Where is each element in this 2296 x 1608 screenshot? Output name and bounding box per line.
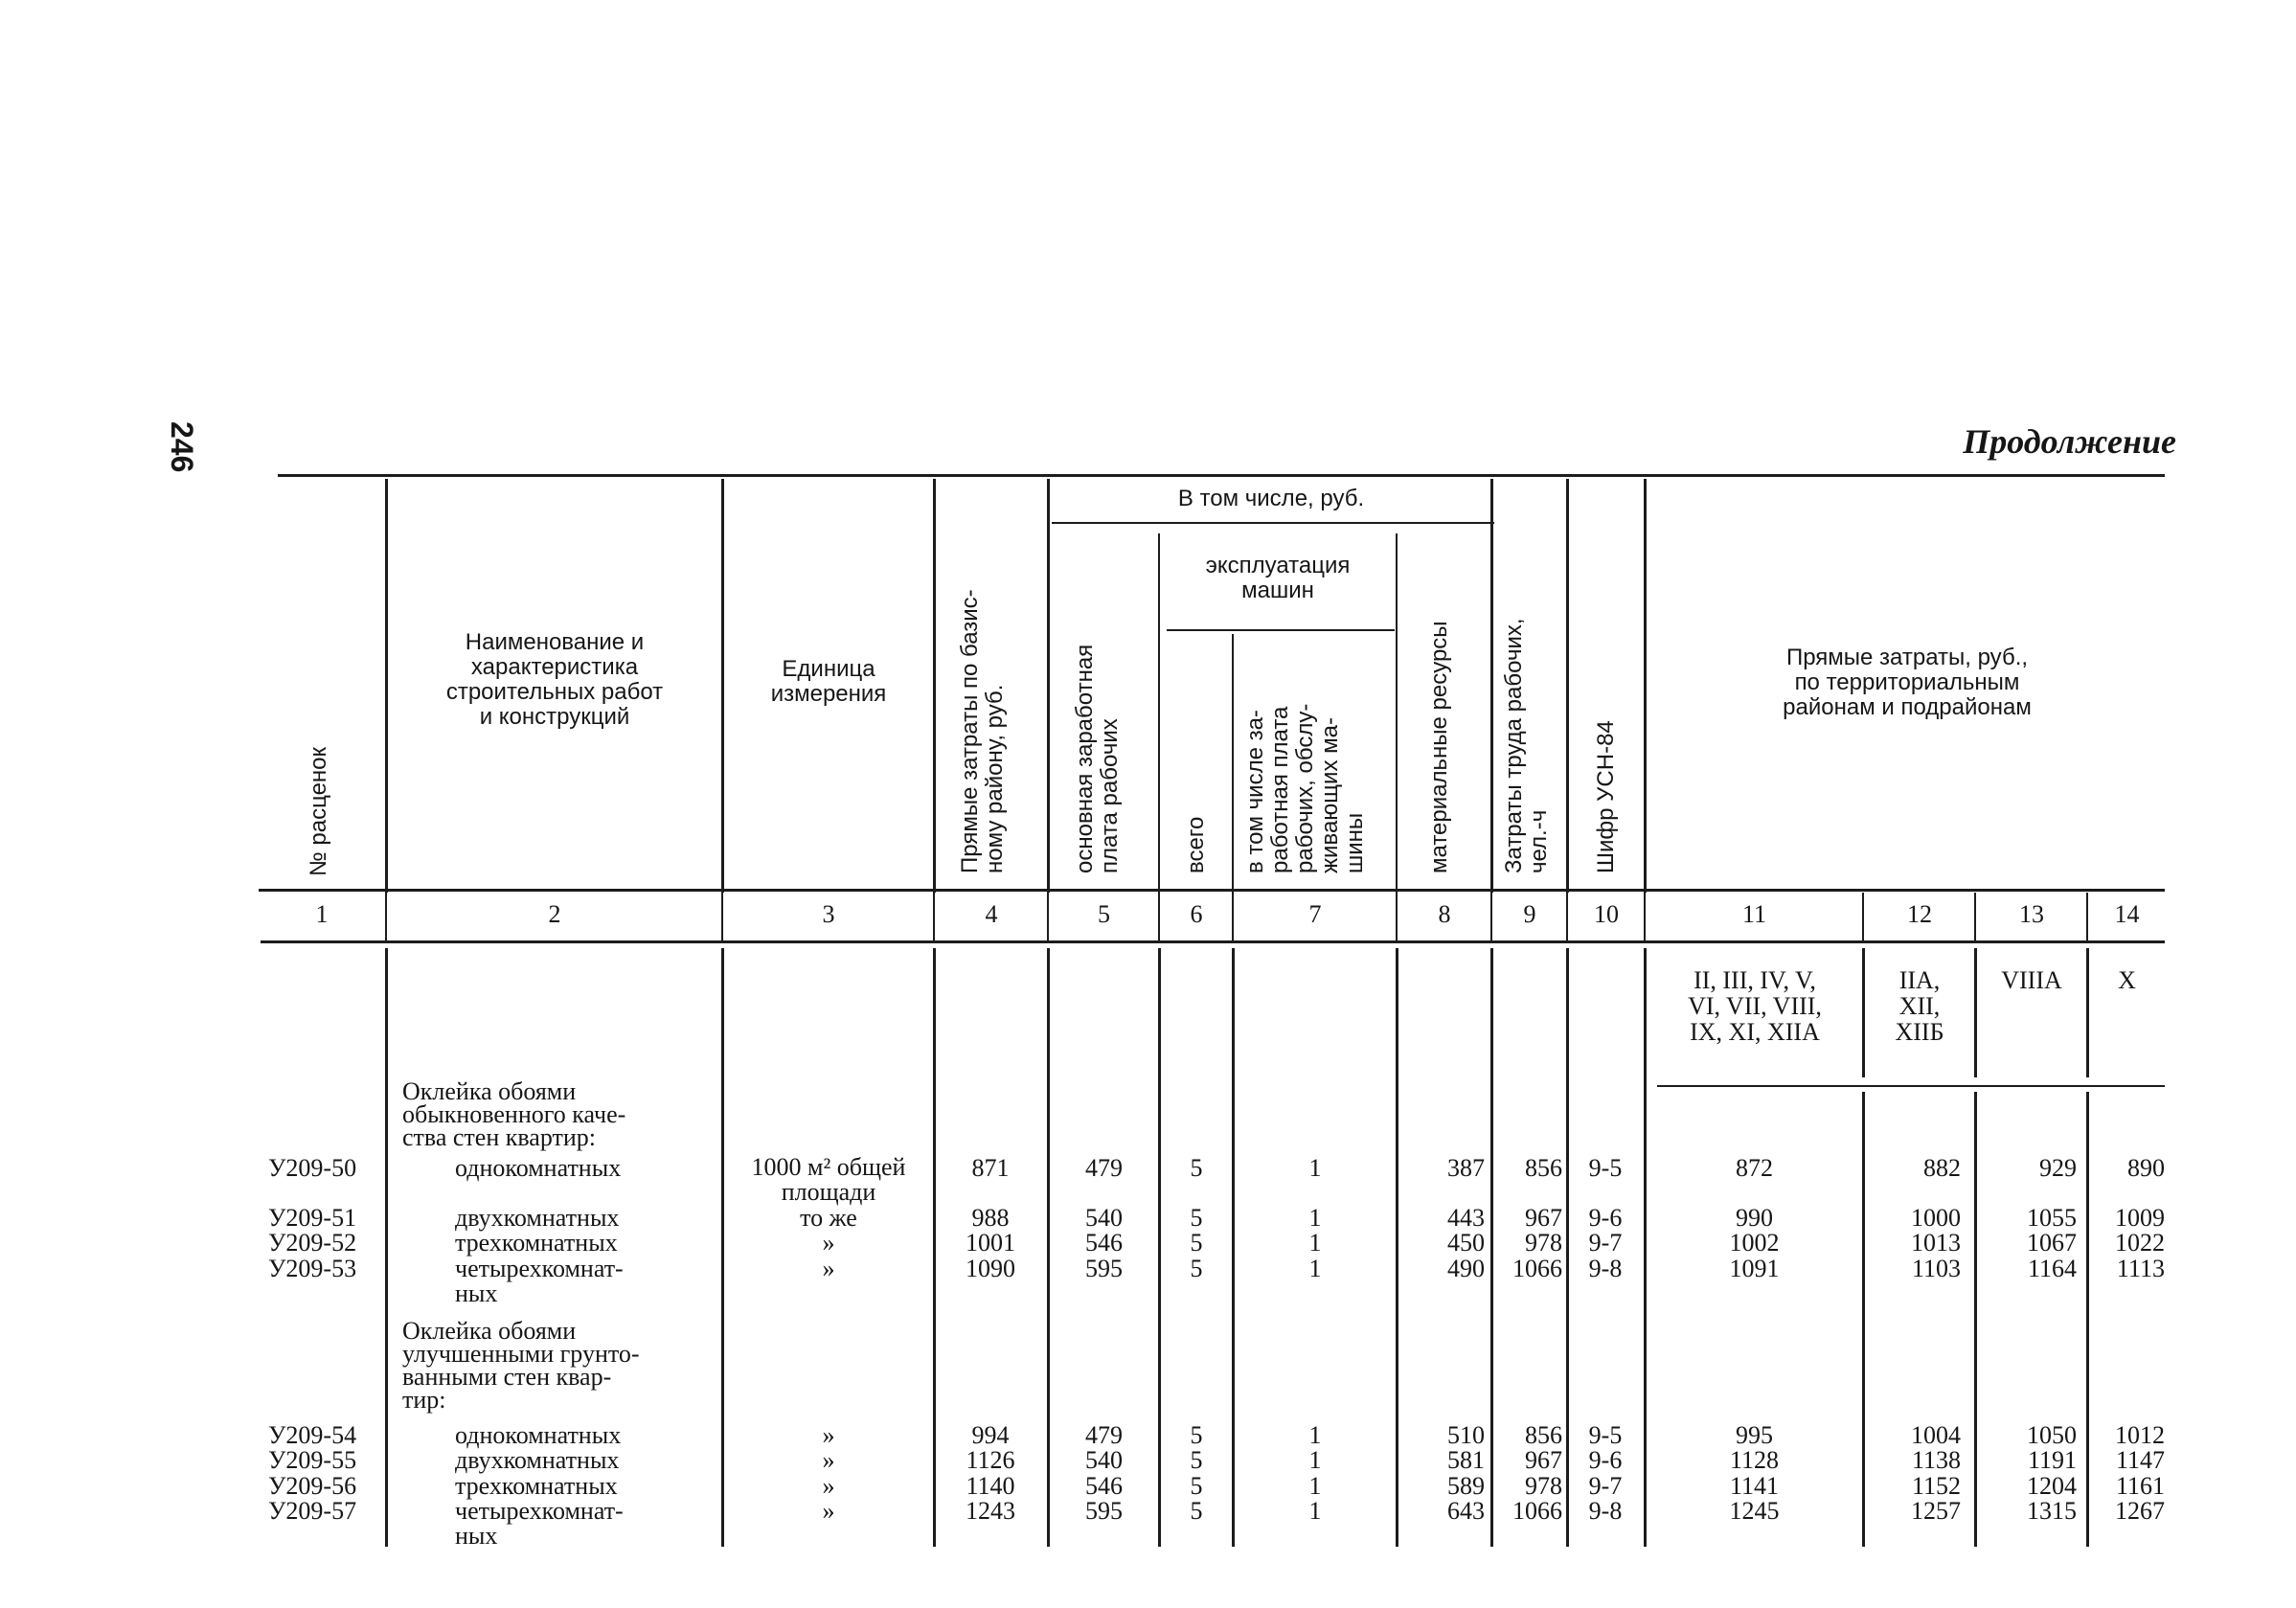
- vline-num-8: [1490, 893, 1492, 940]
- row-name: двухкомнатных: [455, 1204, 620, 1232]
- vline-4-5: [1047, 479, 1050, 893]
- row-code: У209-52: [268, 1229, 357, 1257]
- row-value-c4: 994: [971, 1421, 1010, 1449]
- vline-num-4: [1047, 893, 1049, 940]
- region-header-13: VIIIA: [2001, 966, 2062, 994]
- unit-first-row: 1000 м² общей площади: [751, 1153, 906, 1206]
- row-value-c8: 443: [1447, 1204, 1485, 1232]
- row-value-c7: 1: [1308, 1497, 1322, 1525]
- colnum-11: 11: [1741, 900, 1767, 928]
- row-value-c14: 1113: [2116, 1255, 2165, 1282]
- row-value-c14: 890: [2127, 1154, 2165, 1182]
- vline-num-13: [2086, 893, 2088, 940]
- row-value-c11: 872: [1736, 1154, 1773, 1182]
- header-col3: Единица измерения: [770, 656, 887, 707]
- vline-num-2: [721, 893, 723, 940]
- row-unit: »: [822, 1446, 835, 1474]
- row-value-c8: 510: [1447, 1421, 1485, 1449]
- row-value-c4: 1243: [966, 1497, 1015, 1525]
- colnum-8: 8: [1438, 900, 1451, 928]
- vline-num-9: [1566, 893, 1568, 940]
- row-value-c13: 1050: [2027, 1421, 2077, 1449]
- row-value-c4: 871: [971, 1154, 1010, 1182]
- colnum-4: 4: [985, 900, 998, 928]
- row-value-c13: 1067: [2027, 1229, 2077, 1257]
- row-value-c12: 1257: [1911, 1497, 1961, 1525]
- row-value-c9: 856: [1525, 1154, 1562, 1182]
- vline-num-5: [1158, 893, 1160, 940]
- vline-9-10: [1566, 479, 1569, 893]
- section-title-improved: Оклейка обоями улучшенными грунто- ванными стен квар- тир:: [402, 1317, 640, 1414]
- row-unit: »: [822, 1229, 835, 1257]
- row-code: У209-54: [268, 1421, 357, 1449]
- row-code: У209-55: [268, 1446, 357, 1474]
- row-value-c4: 1140: [966, 1472, 1015, 1500]
- row-value-c7: 1: [1308, 1446, 1322, 1474]
- vline-num-3: [933, 893, 935, 940]
- row-value-c11: 990: [1736, 1204, 1773, 1232]
- vline-num-10: [1644, 893, 1646, 940]
- row-unit: то же: [800, 1204, 857, 1232]
- row-value-c10: 9-7: [1588, 1472, 1623, 1500]
- row-name: двухкомнатных: [455, 1446, 620, 1474]
- colnum-2: 2: [548, 900, 561, 928]
- row-value-c14: 1161: [2115, 1472, 2165, 1500]
- row-value-c7: 1: [1308, 1229, 1322, 1257]
- row-value-c9: 1066: [1512, 1255, 1562, 1282]
- row-value-c5: 595: [1085, 1497, 1123, 1525]
- continuation-label: Продолжение: [1963, 422, 2176, 461]
- header-col6: всего: [1183, 816, 1209, 873]
- row-name: трехкомнатных: [455, 1472, 618, 1500]
- row-value-c6: 5: [1190, 1421, 1203, 1449]
- header-bottom-rule: [259, 889, 2165, 892]
- header-col10: Шифр УСН-84: [1593, 720, 1619, 873]
- header-col4: Прямые затраты по базис- ному району, руб.: [957, 589, 1008, 873]
- row-value-c12: 1013: [1911, 1229, 1961, 1257]
- row-value-c10: 9-7: [1588, 1229, 1623, 1257]
- row-name: ных: [455, 1522, 498, 1550]
- row-value-c11: 1245: [1729, 1497, 1780, 1525]
- row-value-c11: 1128: [1729, 1446, 1780, 1474]
- row-unit: »: [822, 1472, 835, 1500]
- colnum-12: 12: [1907, 900, 1932, 928]
- vline-6-7: [1232, 634, 1234, 893]
- row-value-c6: 5: [1190, 1204, 1203, 1232]
- row-value-c13: 929: [2039, 1154, 2077, 1182]
- region-header-12: IIA, XII, XIIБ: [1895, 966, 1944, 1046]
- row-value-c5: 479: [1085, 1421, 1123, 1449]
- row-code: У209-56: [268, 1472, 357, 1500]
- row-value-c7: 1: [1308, 1255, 1322, 1282]
- row-name: однокомнатных: [455, 1154, 622, 1182]
- header-col8: материальные ресурсы: [1426, 621, 1452, 873]
- colnum-13: 13: [2019, 900, 2044, 928]
- row-value-c9: 856: [1525, 1421, 1562, 1449]
- region-subheader-rule: [1657, 1085, 2165, 1087]
- region-header-11: II, III, IV, V, VI, VII, VIII, IX, XI, XIIA: [1688, 966, 1822, 1046]
- row-value-c11: 1091: [1729, 1255, 1780, 1282]
- row-value-c12: 1103: [1911, 1255, 1961, 1282]
- row-value-c12: 882: [1923, 1154, 1961, 1182]
- row-value-c12: 1000: [1911, 1204, 1961, 1232]
- vline-10-11: [1644, 479, 1647, 893]
- header-col5: основная заработная плата рабочих: [1072, 644, 1123, 873]
- row-value-c9: 978: [1525, 1472, 1562, 1500]
- vline-num-6: [1232, 893, 1234, 940]
- row-value-c5: 546: [1085, 1229, 1123, 1257]
- row-value-c6: 5: [1190, 1497, 1203, 1525]
- row-value-c12: 1004: [1911, 1421, 1961, 1449]
- vline-num-1: [385, 893, 387, 940]
- vline-8-9: [1490, 479, 1493, 893]
- row-value-c10: 9-8: [1588, 1255, 1623, 1282]
- row-value-c6: 5: [1190, 1255, 1203, 1282]
- row-value-c13: 1191: [2027, 1446, 2077, 1474]
- row-code: У209-53: [268, 1255, 357, 1282]
- row-value-c12: 1138: [1911, 1446, 1961, 1474]
- row-code: У209-51: [268, 1204, 357, 1232]
- row-name: трехкомнатных: [455, 1229, 618, 1257]
- table-top-rule: [278, 474, 2165, 477]
- row-value-c9: 978: [1525, 1229, 1562, 1257]
- row-value-c14: 1147: [2115, 1446, 2165, 1474]
- colnum-10: 10: [1594, 900, 1619, 928]
- row-value-c6: 5: [1190, 1154, 1203, 1182]
- row-code: У209-50: [268, 1154, 357, 1182]
- row-name: четырехкомнат-: [455, 1255, 624, 1282]
- header-col1: № расценок: [306, 746, 331, 876]
- row-name: однокомнатных: [455, 1421, 622, 1449]
- row-value-c5: 540: [1085, 1446, 1123, 1474]
- machines-group-rule: [1167, 629, 1395, 631]
- row-code: У209-57: [268, 1497, 357, 1525]
- row-value-c11: 995: [1736, 1421, 1773, 1449]
- row-value-c13: 1055: [2027, 1204, 2077, 1232]
- row-value-c6: 5: [1190, 1472, 1203, 1500]
- colnum-bottom-rule: [261, 940, 2165, 943]
- row-value-c11: 1141: [1729, 1472, 1780, 1500]
- header-col2: Наименование и характеристика строительных работ и конструкций: [445, 629, 664, 730]
- row-value-c9: 967: [1525, 1446, 1562, 1474]
- vline-body-1: [385, 948, 388, 1547]
- row-value-c9: 967: [1525, 1204, 1562, 1232]
- row-value-c8: 450: [1447, 1229, 1485, 1257]
- row-value-c14: 1022: [2115, 1229, 2165, 1257]
- row-value-c13: 1315: [2027, 1497, 2077, 1525]
- row-value-c6: 5: [1190, 1229, 1203, 1257]
- row-value-c10: 9-8: [1588, 1497, 1623, 1525]
- row-value-c10: 9-5: [1588, 1154, 1623, 1182]
- header-regions-group: Прямые затраты, руб., по территориальным районам и подрайонам: [1783, 645, 2032, 720]
- region-header-14: X: [2118, 966, 2136, 994]
- header-col7: в том числе за- работная плата рабочих, обслу- живающих ма- шины: [1242, 703, 1368, 873]
- row-value-c6: 5: [1190, 1446, 1203, 1474]
- row-value-c11: 1002: [1729, 1229, 1780, 1257]
- colnum-9: 9: [1523, 900, 1536, 928]
- vline-num-7: [1396, 893, 1398, 940]
- section-title-ordinary: Оклейка обоями обыкновенного каче- ства стен квартир:: [402, 1077, 626, 1151]
- row-value-c8: 490: [1447, 1255, 1485, 1282]
- vline-1-2: [385, 479, 388, 893]
- row-value-c7: 1: [1308, 1472, 1322, 1500]
- row-value-c5: 479: [1085, 1154, 1123, 1182]
- row-value-c4: 1126: [966, 1446, 1015, 1474]
- row-unit: »: [822, 1421, 835, 1449]
- row-value-c4: 988: [971, 1204, 1010, 1232]
- vline-num-11: [1862, 893, 1864, 940]
- row-unit: »: [822, 1255, 835, 1282]
- in-number-group-rule: [1052, 522, 1494, 524]
- vline-num-12: [1974, 893, 1976, 940]
- row-value-c9: 1066: [1512, 1497, 1562, 1525]
- row-value-c5: 546: [1085, 1472, 1123, 1500]
- header-col9: Затраты труда рабочих, чел.-ч: [1501, 618, 1552, 873]
- row-unit: »: [822, 1497, 835, 1525]
- header-in-number-group: В том числе, руб.: [1177, 486, 1365, 511]
- colnum-3: 3: [822, 900, 835, 928]
- colnum-6: 6: [1190, 900, 1203, 928]
- row-value-c7: 1: [1308, 1154, 1322, 1182]
- row-value-c7: 1: [1308, 1204, 1322, 1232]
- row-name: четырехкомнат-: [455, 1497, 624, 1525]
- row-value-c14: 1012: [2115, 1421, 2165, 1449]
- row-value-c8: 589: [1447, 1472, 1485, 1500]
- row-value-c10: 9-6: [1588, 1204, 1623, 1232]
- row-value-c8: 581: [1447, 1446, 1485, 1474]
- row-value-c4: 1090: [966, 1255, 1015, 1282]
- colnum-1: 1: [315, 900, 329, 928]
- row-value-c5: 540: [1085, 1204, 1123, 1232]
- colnum-7: 7: [1308, 900, 1322, 928]
- row-value-c10: 9-6: [1588, 1446, 1623, 1474]
- vline-2-3: [721, 479, 724, 893]
- vline-5-6: [1158, 533, 1160, 893]
- row-name: ных: [455, 1280, 498, 1307]
- row-value-c14: 1267: [2115, 1497, 2165, 1525]
- row-value-c5: 595: [1085, 1255, 1123, 1282]
- row-value-c14: 1009: [2115, 1204, 2165, 1232]
- header-machines-group: эксплуатация машин: [1205, 553, 1351, 603]
- colnum-14: 14: [2114, 900, 2140, 928]
- row-value-c10: 9-5: [1588, 1421, 1623, 1449]
- row-value-c4: 1001: [966, 1229, 1015, 1257]
- page-number: 246: [165, 421, 199, 473]
- colnum-5: 5: [1098, 900, 1110, 928]
- row-value-c13: 1204: [2027, 1472, 2077, 1500]
- row-value-c13: 1164: [2027, 1255, 2077, 1282]
- row-value-c12: 1152: [1911, 1472, 1961, 1500]
- row-value-c7: 1: [1308, 1421, 1322, 1449]
- vline-3-4: [933, 479, 936, 893]
- row-value-c8: 387: [1447, 1154, 1485, 1182]
- row-value-c8: 643: [1447, 1497, 1485, 1525]
- vline-7-8: [1396, 533, 1398, 893]
